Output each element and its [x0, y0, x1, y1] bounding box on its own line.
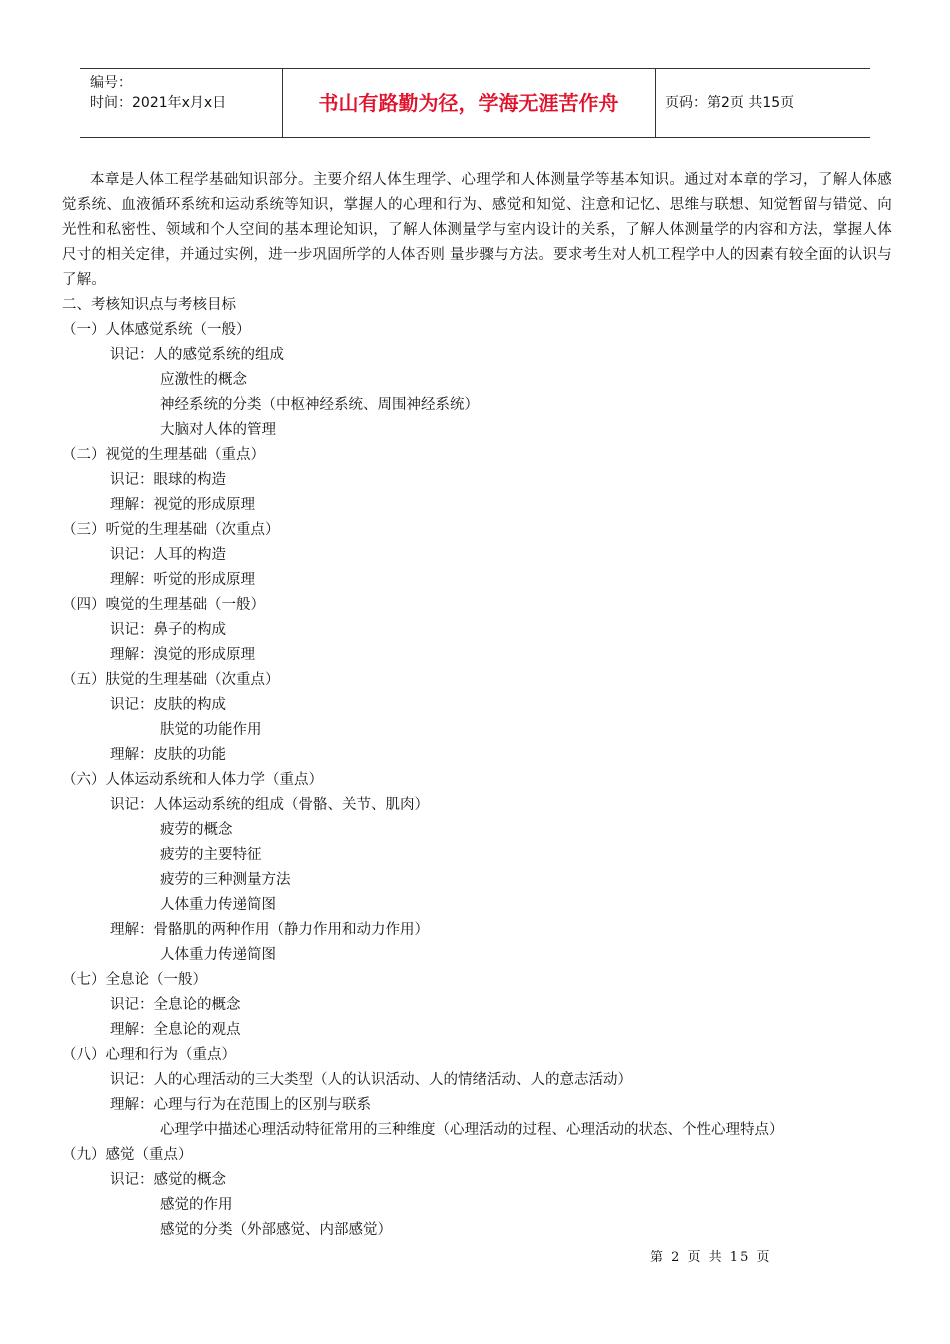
page-footer: 第 2 页 共 15 页 — [650, 1250, 772, 1265]
page-header — [80, 68, 870, 138]
outline-line: 疲劳的三种测量方法 — [160, 872, 291, 888]
outline-line: 识记：鼻子的构成 — [110, 622, 226, 638]
outline-line: 人体重力传递简图 — [160, 897, 276, 913]
header-page-label: 页码：第2页 共15页 — [665, 95, 795, 111]
outline-line: （五）肤觉的生理基础（次重点） — [62, 672, 280, 688]
header-meta — [90, 73, 226, 113]
outline-line: （一）人体感觉系统（一般） — [62, 322, 251, 338]
outline-line: 识记：人的感觉系统的组成 — [110, 347, 284, 363]
outline-line: 识记：人的心理活动的三大类型（人的认识活动、人的情绪活动、人的意志活动） — [110, 1072, 632, 1088]
outline-line: 二、考核知识点与考核目标 — [62, 297, 236, 313]
outline-line: 识记：眼球的构造 — [110, 472, 226, 488]
outline-line: 识记：人耳的构造 — [110, 547, 226, 563]
outline-line: （三）听觉的生理基础（次重点） — [62, 522, 280, 538]
outline-line: 理解：听觉的形成原理 — [110, 572, 255, 588]
outline-line: 神经系统的分类（中枢神经系统、周围神经系统） — [160, 397, 479, 413]
outline-line: 理解：皮肤的功能 — [110, 747, 226, 763]
outline-line: 识记：感觉的概念 — [110, 1172, 226, 1188]
outline-line: 心理学中描述心理活动特征常用的三种维度（心理活动的过程、心理活动的状态、个性心理特点） — [160, 1122, 784, 1138]
intro-paragraph: 本章是人体工程学基础知识部分。主要介绍人体生理学、心理学和人体测量学等基本知识。通过对本章的学习，了解人体感觉系统、血液循环系统和运动系统等知识，掌握人的心理和行为、感觉和知觉、注意和记忆、思维与联想、知觉暂留与错觉、向光性和私密性、领域和个人空间的基本理论知识，了解人体测量学与室内设计的关系，了解人体测量学的内容和方法，掌握人体尺寸的相关定律，并通过实例，进一步巩固所学的人体否则 量步骤与方法。要求考生对人机工程学中人的因素有较全面的认识与了解。 — [62, 172, 892, 288]
header-motto: 书山有路勤为径，学海无涯苦作舟 — [318, 91, 619, 115]
outline-line: 肤觉的功能作用 — [160, 722, 262, 738]
outline-line: 理解：骨骼肌的两种作用（静力作用和动力作用） — [110, 922, 429, 938]
outline-line: 人体重力传递简图 — [160, 947, 276, 963]
outline-line: 感觉的分类（外部感觉、内部感觉） — [160, 1222, 392, 1238]
outline-line: 识记：全息论的概念 — [110, 997, 241, 1013]
number-label: 编号： — [90, 75, 132, 91]
outline-line: （六）人体运动系统和人体力学（重点） — [62, 772, 323, 788]
date-label: 时间：2021年x月x日 — [90, 95, 227, 111]
outline — [62, 293, 892, 1243]
outline-line: （八）心理和行为（重点） — [62, 1047, 236, 1063]
outline-line: 识记：人体运动系统的组成（骨骼、关节、肌肉） — [110, 797, 429, 813]
outline-line: 疲劳的主要特征 — [160, 847, 262, 863]
outline-line: 理解：视觉的形成原理 — [110, 497, 255, 513]
outline-line: 感觉的作用 — [160, 1197, 233, 1213]
outline-line: 大脑对人体的管理 — [160, 422, 276, 438]
outline-line: （九）感觉（重点） — [62, 1147, 193, 1163]
outline-line: （七）全息论（一般） — [62, 972, 207, 988]
outline-line: 识记：皮肤的构成 — [110, 697, 226, 713]
header-divider — [655, 69, 656, 137]
outline-line: 应激性的概念 — [160, 372, 247, 388]
outline-line: 理解：溴觉的形成原理 — [110, 647, 255, 663]
outline-line: 理解：心理与行为在范围上的区别与联系 — [110, 1097, 371, 1113]
outline-line: （四）嗅觉的生理基础（一般） — [62, 597, 265, 613]
outline-line: （二）视觉的生理基础（重点） — [62, 447, 265, 463]
outline-line: 理解：全息论的观点 — [110, 1022, 241, 1038]
document-body — [62, 168, 892, 1243]
outline-line: 疲劳的概念 — [160, 822, 233, 838]
